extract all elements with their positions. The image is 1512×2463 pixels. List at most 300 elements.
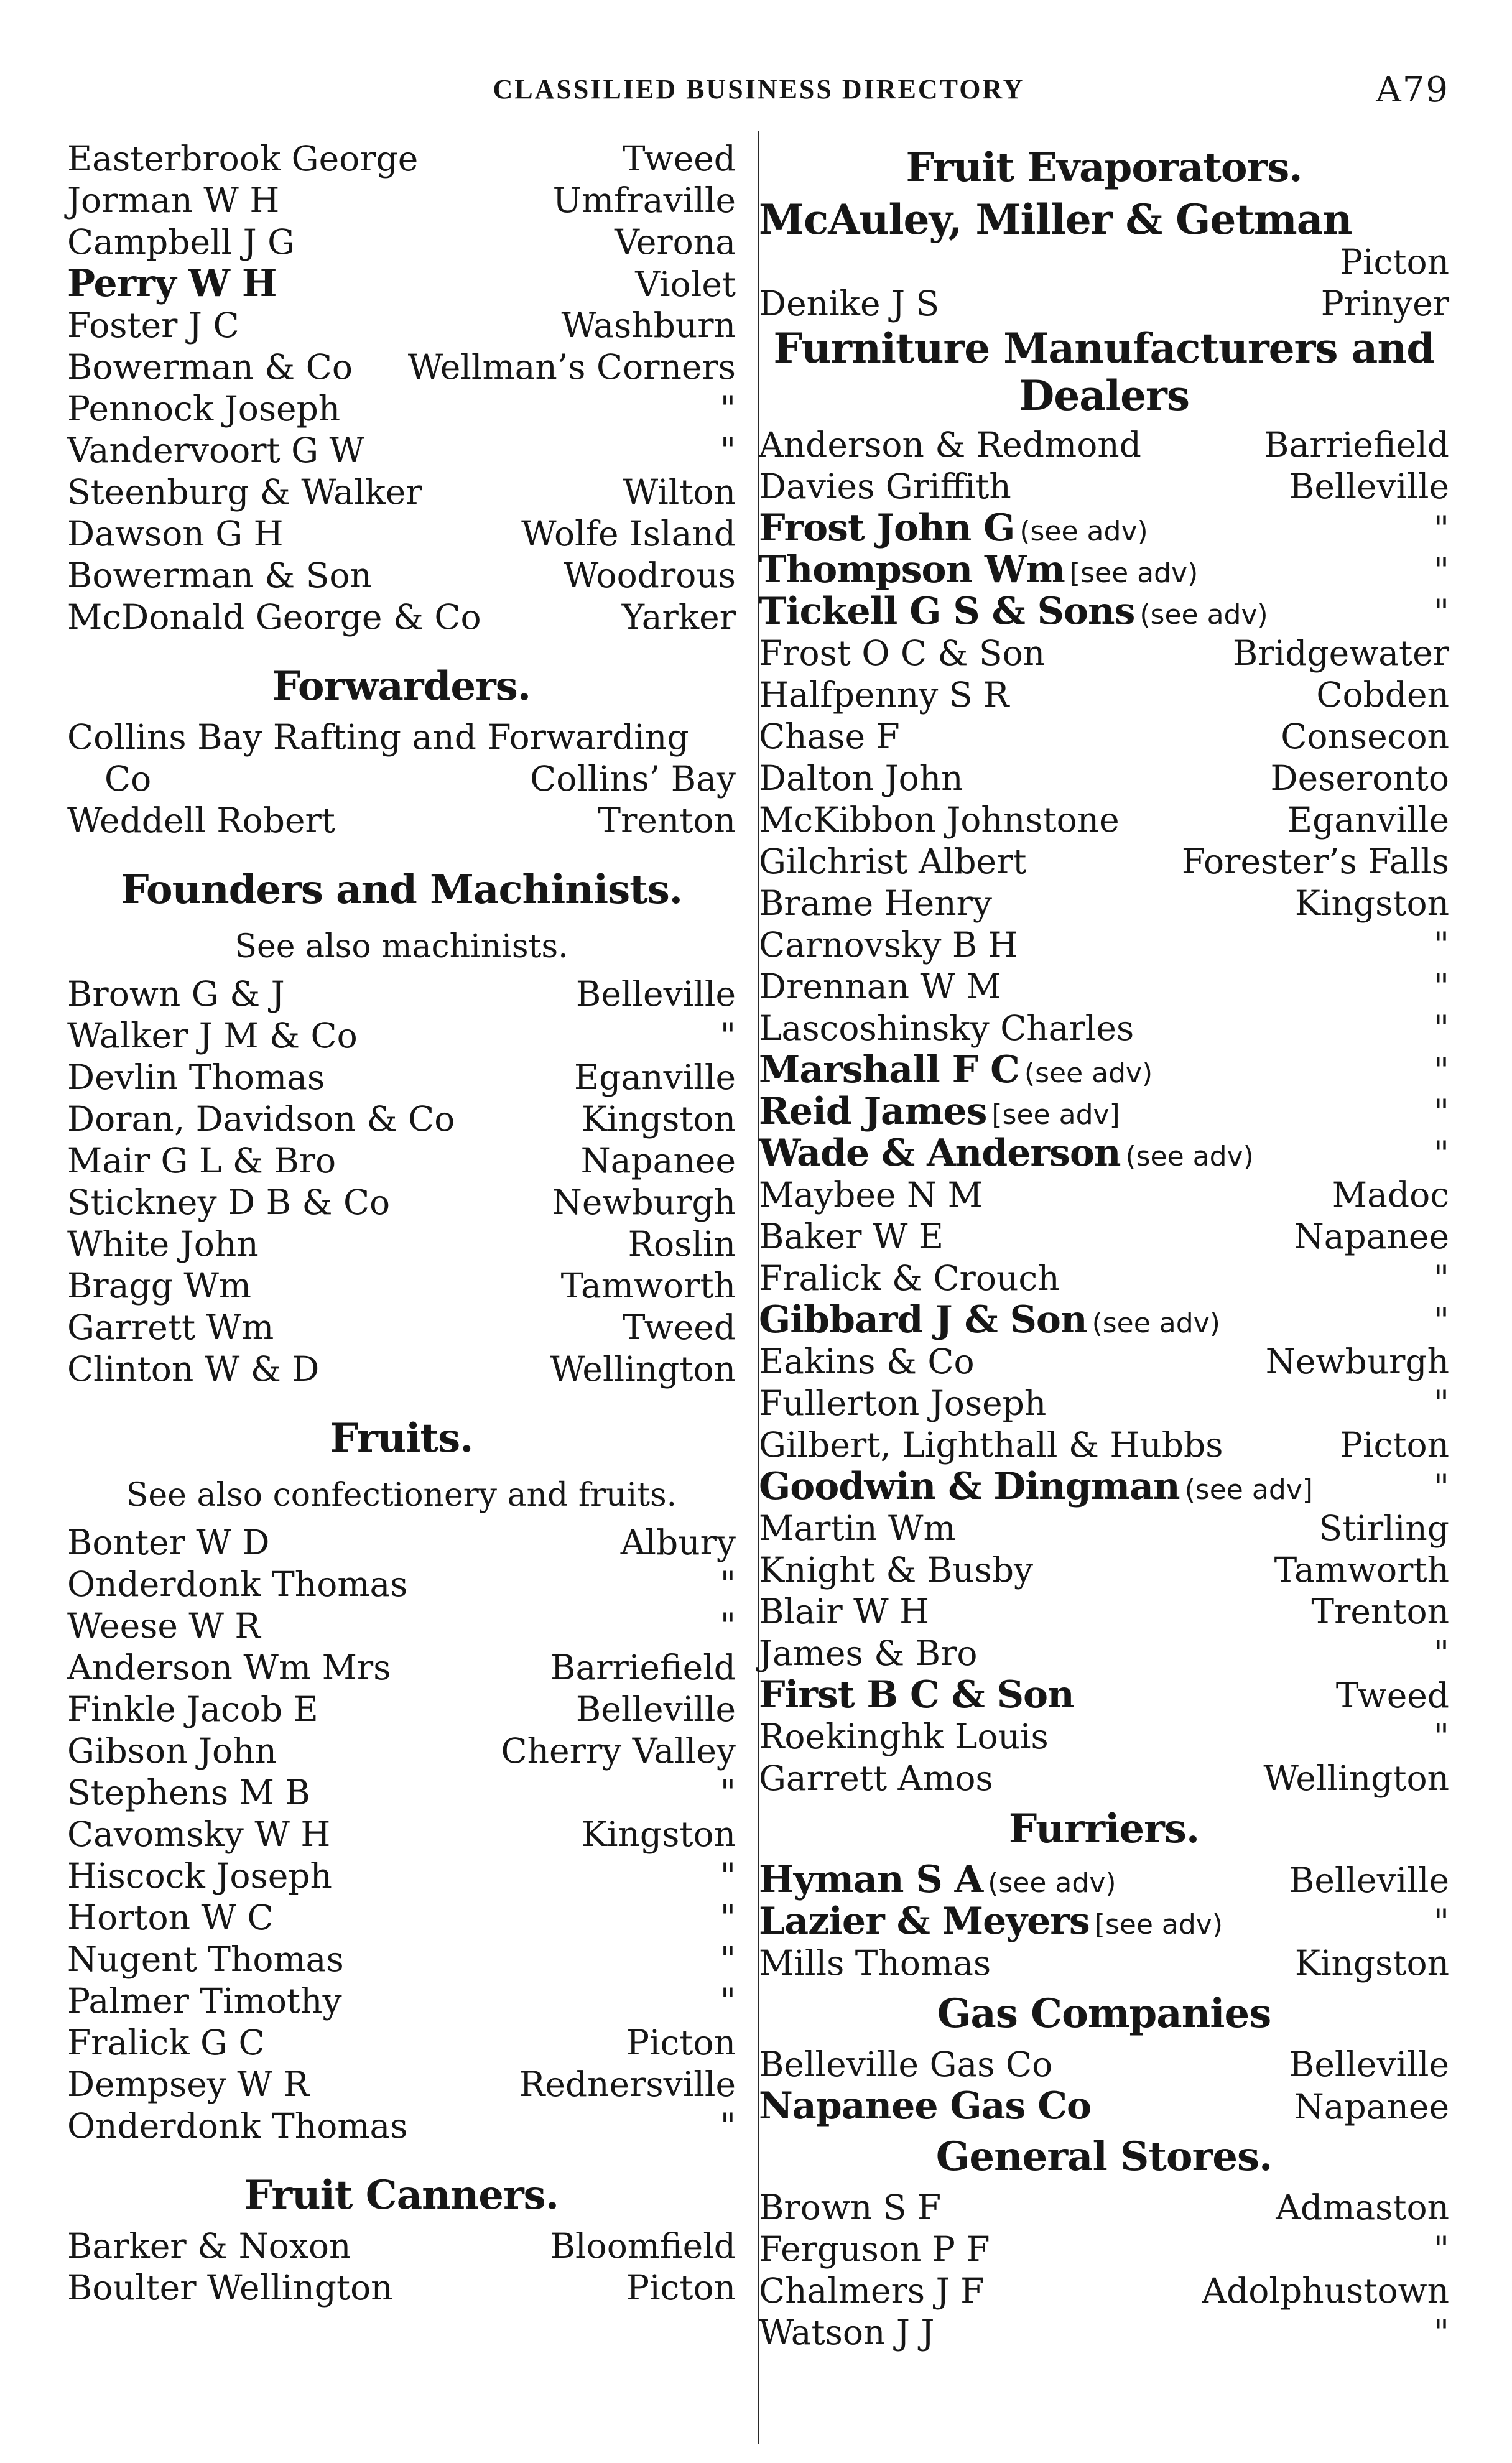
listing-name-text: Wade & Anderson	[759, 1131, 1121, 1175]
listing-location: Eganville	[574, 1057, 736, 1097]
left-column	[67, 138, 736, 2309]
listing-name	[67, 1057, 325, 1098]
listing-entry	[67, 1647, 736, 1689]
listing-name	[67, 346, 353, 388]
listing-entry	[67, 430, 736, 471]
listing-name	[759, 508, 1148, 552]
listing-entry	[67, 1265, 736, 1307]
listing-entry	[67, 1307, 736, 1348]
general-stores-list	[759, 2187, 1449, 2354]
section-heading-fruit-evaporators: Fruit Evaporators.	[906, 144, 1302, 191]
listing-entry	[67, 1730, 736, 1772]
listing-entry	[67, 221, 736, 263]
listing-entry	[67, 263, 736, 305]
listing-name-text: Nugent Thomas	[67, 1939, 344, 1979]
listing-entry	[67, 1564, 736, 1605]
section-heading-furniture-line2: Dealers	[1019, 371, 1189, 420]
listing-name	[67, 1647, 391, 1689]
listing-location: Tweed	[622, 139, 736, 179]
listing-name	[759, 466, 1011, 508]
listing-entry	[67, 1855, 736, 1897]
listing-entry	[67, 2022, 736, 2064]
listing-name-text: Stickney D B & Co	[67, 1182, 391, 1222]
listing-name-text: Garrett Wm	[67, 1307, 274, 1347]
listing-name	[759, 1383, 1046, 1424]
listing-entry	[67, 1223, 736, 1265]
listing-name	[759, 799, 1120, 841]
listing-entry	[67, 1772, 736, 1814]
listing-entry	[759, 841, 1449, 883]
see-adv-note: (see adv)	[1125, 1141, 1254, 1172]
listing-name-text: Barker & Noxon	[67, 2226, 351, 2266]
listing-name-text: Garrett Amos	[759, 1758, 993, 1798]
listing-entry	[759, 1942, 1449, 1984]
listing-location: Picton	[1339, 242, 1449, 282]
listing-name-text: Weddell Robert	[67, 800, 335, 840]
listing-entry	[759, 2229, 1449, 2270]
listing-location: Trenton	[1311, 1592, 1449, 1631]
listing-location: Prinyer	[1320, 284, 1449, 323]
listing-location: Washburn	[561, 305, 736, 345]
listing-name-text: Fralick G C	[67, 2023, 265, 2062]
listing-location: Madoc	[1332, 1175, 1449, 1215]
listing-location: "	[1433, 550, 1449, 590]
listing-location: Umfraville	[552, 180, 736, 220]
listing-name-text: Denike J S	[759, 284, 940, 323]
listing-location: Yarker	[621, 597, 736, 637]
listing-name	[759, 1901, 1223, 1946]
listing-name-text: Perry W H	[67, 262, 277, 305]
listing-name	[67, 973, 285, 1015]
listing-name	[67, 800, 335, 842]
listing-name-text: Gilchrist Albert	[759, 842, 1027, 881]
listing-name-text: Vandervoort G W	[67, 430, 365, 470]
listing-name-text: Napanee Gas Co	[759, 2084, 1091, 2128]
listing-name	[759, 1633, 978, 1674]
listing-entry	[759, 1549, 1449, 1591]
listing-entry	[67, 2267, 736, 2309]
listing-name	[759, 424, 1141, 466]
listing-name	[759, 1216, 944, 1258]
listing-name	[759, 1549, 1033, 1591]
listing-name-text: Steenburg & Walker	[67, 472, 422, 512]
listing-name-text: Bonter W D	[67, 1523, 270, 1562]
listing-location: Wellington	[1263, 1758, 1449, 1798]
see-adv-note: [see adv)	[1069, 557, 1199, 589]
listing-name	[67, 596, 481, 638]
see-adv-note: (see adv)	[1139, 599, 1268, 631]
listing-name-text: Anderson Wm Mrs	[67, 1648, 391, 1687]
listing-entry	[759, 1758, 1449, 1799]
listing-location: Belleville	[1289, 1860, 1449, 1900]
listing-entry	[759, 2270, 1449, 2312]
listing-entry	[67, 305, 736, 346]
furniture-list	[759, 424, 1449, 1799]
listing-name-text: Hiscock Joseph	[67, 1856, 332, 1896]
listing-name-text: Mills Thomas	[759, 1943, 991, 1983]
listing-name	[67, 471, 422, 513]
listing-name	[67, 513, 284, 555]
listing-name-text: Bragg Wm	[67, 1266, 252, 1306]
listing-location: Belleville	[575, 974, 736, 1014]
listing-entry	[759, 1091, 1449, 1133]
listing-name-text: Roekinghk Louis	[759, 1717, 1049, 1756]
see-adv-note: [see adv)	[1094, 1909, 1223, 1941]
see-adv-note: (see adv)	[1024, 1057, 1153, 1089]
listing-entry	[759, 508, 1449, 549]
listing-name-text: Walker J M & Co	[67, 1016, 358, 1055]
listing-name-text: Maybee N M	[759, 1175, 983, 1215]
listing-name	[759, 2229, 990, 2270]
listing-name-text: Boulter Wellington	[67, 2268, 393, 2308]
listing-name-text: Lascoshinsky Charles	[759, 1008, 1134, 1048]
right-column	[759, 138, 1449, 2354]
listing-location: "	[720, 1564, 736, 1604]
listing-name-text: Reid James	[759, 1090, 987, 1133]
intro-list	[67, 138, 736, 638]
listing-location: Collins’ Bay	[530, 759, 736, 799]
listing-name	[759, 1174, 983, 1216]
listing-entry	[759, 758, 1449, 799]
see-adv-note: [see adv]	[991, 1099, 1120, 1131]
listing-name-text: Thompson Wm	[759, 548, 1065, 591]
listing-name	[67, 1307, 274, 1348]
listing-name-text: Dawson G H	[67, 514, 284, 554]
listing-location: "	[1433, 1301, 1449, 1340]
listing-name	[759, 1716, 1049, 1758]
listing-name-text: Jorman W H	[67, 180, 280, 220]
listing-name	[67, 138, 418, 180]
listing-name	[759, 1341, 975, 1383]
listing-entry	[759, 2312, 1449, 2354]
listing-entry	[759, 799, 1449, 841]
listing-name	[759, 1008, 1134, 1049]
listing-name-text: Clinton W & D	[67, 1349, 320, 1389]
listing-name	[759, 1466, 1313, 1511]
listing-name	[67, 388, 340, 430]
listing-entry	[759, 1133, 1449, 1174]
listing-name-text: Halfpenny S R	[759, 675, 1009, 715]
listing-name-text: Easterbrook George	[67, 139, 419, 179]
listing-location: Wilton	[623, 472, 736, 512]
listing-name-text: Brown G & J	[67, 974, 285, 1014]
listing-name: Collins Bay Rafting and Forwarding	[67, 717, 689, 757]
listing-location: Kingston	[581, 1099, 736, 1139]
listing-name	[67, 1348, 319, 1390]
listing-name	[67, 1564, 408, 1605]
listing-name-text: Gilbert, Lighthall & Hubbs	[759, 1425, 1223, 1465]
listing-location: "	[1433, 925, 1449, 965]
listing-name-text: Drennan W M	[759, 967, 1001, 1006]
listing-entry	[759, 283, 1449, 325]
listing-name-text: First B C & Son	[759, 1673, 1074, 1717]
listing-location: Newburgh	[552, 1182, 736, 1222]
section-heading-forwarders: Forwarders.	[272, 663, 531, 710]
listing-name-text: Gibson John	[67, 1731, 277, 1771]
listing-name	[759, 1133, 1254, 1177]
listing-location: Belleville	[1289, 466, 1449, 506]
page-header	[68, 70, 1449, 119]
listing-location: Tweed	[1335, 1676, 1449, 1715]
listing-location: "	[720, 389, 736, 429]
listing-name-text: Chase F	[759, 717, 900, 756]
listing-location: "	[720, 1016, 736, 1055]
listing-entry	[759, 1633, 1449, 1674]
listing-name	[67, 1223, 259, 1265]
listing-location: Newburgh	[1265, 1342, 1449, 1381]
listing-name: Co	[104, 759, 152, 799]
listing-name-text: Lazier & Meyers	[759, 1899, 1090, 1943]
listing-location: Belleville	[575, 1689, 736, 1729]
listing-name-text: Pennock Joseph	[67, 389, 341, 429]
listing-name-text: Frost O C & Son	[759, 633, 1046, 673]
listing-location: "	[1433, 1383, 1449, 1423]
listing-name	[759, 1758, 993, 1799]
listing-location: Kingston	[581, 1814, 736, 1854]
listing-entry	[67, 1348, 736, 1390]
listing-name	[67, 2225, 351, 2267]
listing-location: Albury	[620, 1523, 736, 1562]
listing-name-text: Watson J J	[759, 2312, 935, 2352]
listing-name	[67, 1265, 251, 1307]
listing-entry	[67, 1098, 736, 1140]
listing-name	[67, 1522, 270, 1564]
listing-location: Forester’s Falls	[1181, 842, 1449, 881]
listing-name	[67, 1939, 344, 1980]
listing-name-text: Onderdonk Thomas	[67, 1564, 408, 1604]
listing-entry	[759, 1424, 1449, 1466]
listing-name	[759, 1591, 929, 1633]
listing-location: Barriefield	[550, 1648, 736, 1687]
listing-name	[759, 883, 992, 924]
listing-name	[759, 841, 1027, 883]
listing-location: Barriefield	[1264, 425, 1449, 465]
listing-entry	[759, 674, 1449, 716]
listing-name	[759, 1424, 1223, 1466]
furriers-list	[759, 1859, 1449, 1984]
listing-location: Consecon	[1281, 717, 1449, 756]
listing-name-text: Fralick & Crouch	[759, 1258, 1060, 1298]
listing-entry	[67, 471, 736, 513]
listing-entry	[759, 1216, 1449, 1258]
listing-name-text: Knight & Busby	[759, 1550, 1034, 1590]
listing-name	[67, 2064, 309, 2105]
listing-name	[67, 555, 372, 596]
listing-name	[759, 633, 1045, 674]
listing-name	[759, 924, 1018, 966]
listing-location: Cobden	[1316, 675, 1449, 715]
listing-entry	[759, 2044, 1449, 2085]
listing-entry	[759, 1591, 1449, 1633]
section-note: See also confectionery and fruits.	[126, 1477, 677, 1514]
listing-entry	[67, 1689, 736, 1730]
listing-location: "	[720, 1981, 736, 2021]
listing-location: "	[720, 1939, 736, 1979]
listing-location: Picton	[1339, 1425, 1449, 1465]
listing-name	[67, 305, 239, 346]
listing-entry	[759, 883, 1449, 924]
listing-location: Napanee	[1294, 2087, 1449, 2127]
listing-location: "	[1433, 1134, 1449, 1174]
section-heading-furniture: Furniture Manufacturers and	[773, 324, 1435, 373]
listing-location: "	[1433, 2312, 1449, 2352]
listing-location: "	[1433, 1008, 1449, 1048]
listing-location: Napanee	[580, 1141, 736, 1180]
listing-entry	[67, 1939, 736, 1980]
section-note: See also machinists.	[234, 928, 568, 965]
listing-location: Roslin	[628, 1224, 736, 1264]
listing-entry	[67, 717, 736, 758]
section-heading-gas-companies: Gas Companies	[937, 1990, 1271, 2037]
listing-entry	[759, 1174, 1449, 1216]
listing-name	[759, 549, 1198, 594]
listing-entry	[759, 466, 1449, 508]
listing-entry	[759, 966, 1449, 1008]
listing-name-text: Brame Henry	[759, 883, 992, 923]
see-adv-note: (see adv)	[988, 1867, 1116, 1899]
listing-entry	[67, 138, 736, 180]
listing-name-text: Bowerman & Co	[67, 347, 353, 387]
listing-name-text: McKibbon Johnstone	[759, 800, 1120, 840]
listing-location: "	[1433, 1092, 1449, 1132]
listing-name-text: Anderson & Redmond	[759, 425, 1141, 465]
fruits-list	[67, 1522, 736, 2147]
listing-entry	[67, 388, 736, 430]
listing-name-text: Chalmers J F	[759, 2271, 985, 2311]
listing-location: Eganville	[1287, 800, 1449, 840]
listing-location: Kingston	[1294, 1943, 1449, 1983]
listing-entry	[67, 513, 736, 555]
listing-location: "	[720, 430, 736, 470]
listing-location: "	[1433, 967, 1449, 1006]
listing-location: Picton	[626, 2268, 736, 2308]
listing-name	[67, 1015, 358, 1057]
listing-name-text: Cavomsky W H	[67, 1814, 331, 1854]
listing-entry	[67, 1057, 736, 1098]
listing-location: Wellington	[550, 1349, 736, 1389]
listing-location: Picton	[626, 2023, 736, 2062]
listing-entry	[67, 758, 736, 800]
listing-name	[759, 758, 963, 799]
listing-entry	[759, 633, 1449, 674]
listing-entry	[67, 346, 736, 388]
listing-location: "	[720, 1606, 736, 1646]
listing-location: Kingston	[1294, 883, 1449, 923]
listing-name	[67, 1605, 261, 1647]
listing-name-text: Bowerman & Son	[67, 555, 372, 595]
listing-name-text: Horton W C	[67, 1898, 274, 1937]
listing-location: "	[1433, 1633, 1449, 1673]
listing-name-text: Davies Griffith	[759, 466, 1011, 506]
listing-name	[67, 1855, 332, 1897]
evaporators-list	[759, 283, 1449, 325]
listing-location: Rednersville	[519, 2064, 736, 2104]
listing-name	[759, 1091, 1120, 1136]
listing-name	[759, 1049, 1153, 1094]
listing-location: "	[720, 1773, 736, 1812]
listing-name	[67, 1689, 318, 1730]
listing-entry	[67, 1897, 736, 1939]
listing-name-text: Devlin Thomas	[67, 1057, 325, 1097]
listing-location: Bridgewater	[1232, 633, 1449, 673]
listing-entry	[759, 924, 1449, 966]
listing-name	[759, 2085, 1091, 2127]
running-header-title: CLASSILIED BUSINESS DIRECTORY	[493, 74, 1025, 104]
listing-name-text: Blair W H	[759, 1592, 930, 1631]
listing-entry	[759, 424, 1449, 466]
listing-location: "	[720, 2106, 736, 2146]
listing-name	[67, 1182, 390, 1223]
listing-entry	[759, 1049, 1449, 1091]
listing-entry	[759, 1258, 1449, 1299]
listing-location: Wolfe Island	[521, 514, 736, 554]
listing-entry	[759, 1383, 1449, 1424]
listing-name-text: Marshall F C	[759, 1048, 1019, 1092]
listing-name	[759, 1299, 1220, 1344]
listing-name	[67, 2267, 393, 2309]
listing-entry	[67, 1140, 736, 1182]
listing-name-text: Dempsey W R	[67, 2064, 309, 2104]
listing-entry	[67, 1605, 736, 1647]
listing-name	[67, 1140, 336, 1182]
listing-name-text: Foster J C	[67, 305, 239, 345]
listing-entry	[759, 716, 1449, 758]
listing-name	[67, 1772, 310, 1814]
listing-name-text: Brown S F	[759, 2187, 942, 2227]
listing-entry	[759, 1008, 1449, 1049]
listing-entry	[759, 1466, 1449, 1508]
listing-location: Woodrous	[563, 555, 736, 595]
listing-name	[759, 591, 1268, 636]
listing-location: "	[720, 1856, 736, 1896]
listing-name	[759, 716, 900, 758]
listing-name-text: Finkle Jacob E	[67, 1689, 318, 1729]
section-heading-fruits: Fruits.	[330, 1415, 473, 1462]
listing-entry	[759, 1901, 1449, 1942]
listing-name-text: Campbell J G	[67, 222, 295, 262]
listing-name-text: McDonald George & Co	[67, 597, 481, 637]
listing-name-text: Mair G L & Bro	[67, 1141, 336, 1180]
listing-name	[67, 430, 364, 471]
listing-entry	[759, 591, 1449, 633]
listing-name-text: Fullerton Joseph	[759, 1383, 1047, 1423]
listing-name-text: Palmer Timothy	[67, 1981, 342, 2021]
listing-entry	[67, 180, 736, 221]
listing-location: "	[1433, 1467, 1449, 1507]
section-heading-furriers: Furriers.	[1008, 1806, 1200, 1852]
listing-name	[759, 1258, 1060, 1299]
listing-name-text: White John	[67, 1224, 259, 1264]
section-heading-general-stores: General Stores.	[935, 2133, 1273, 2180]
listing-name	[67, 1098, 455, 1140]
listing-location: Violet	[635, 264, 736, 304]
listing-entry	[67, 2064, 736, 2105]
listing-name	[67, 180, 279, 221]
see-adv-note: (see adv)	[1092, 1307, 1220, 1339]
listing-location: "	[1433, 1902, 1449, 1942]
listing-entry	[67, 1182, 736, 1223]
listing-name	[759, 1508, 956, 1549]
listing-location: Cherry Valley	[501, 1731, 736, 1771]
listing-entry	[67, 1980, 736, 2022]
listing-name	[759, 1942, 991, 1984]
listing-entry	[759, 1341, 1449, 1383]
listing-name-text: Onderdonk Thomas	[67, 2106, 408, 2146]
see-adv-note: (see adv)	[1019, 516, 1148, 547]
listing-name-text: Carnovsky B H	[759, 925, 1018, 965]
listing-name	[759, 1859, 1116, 1904]
section-heading-fruit-canners: Fruit Canners.	[244, 2172, 559, 2219]
